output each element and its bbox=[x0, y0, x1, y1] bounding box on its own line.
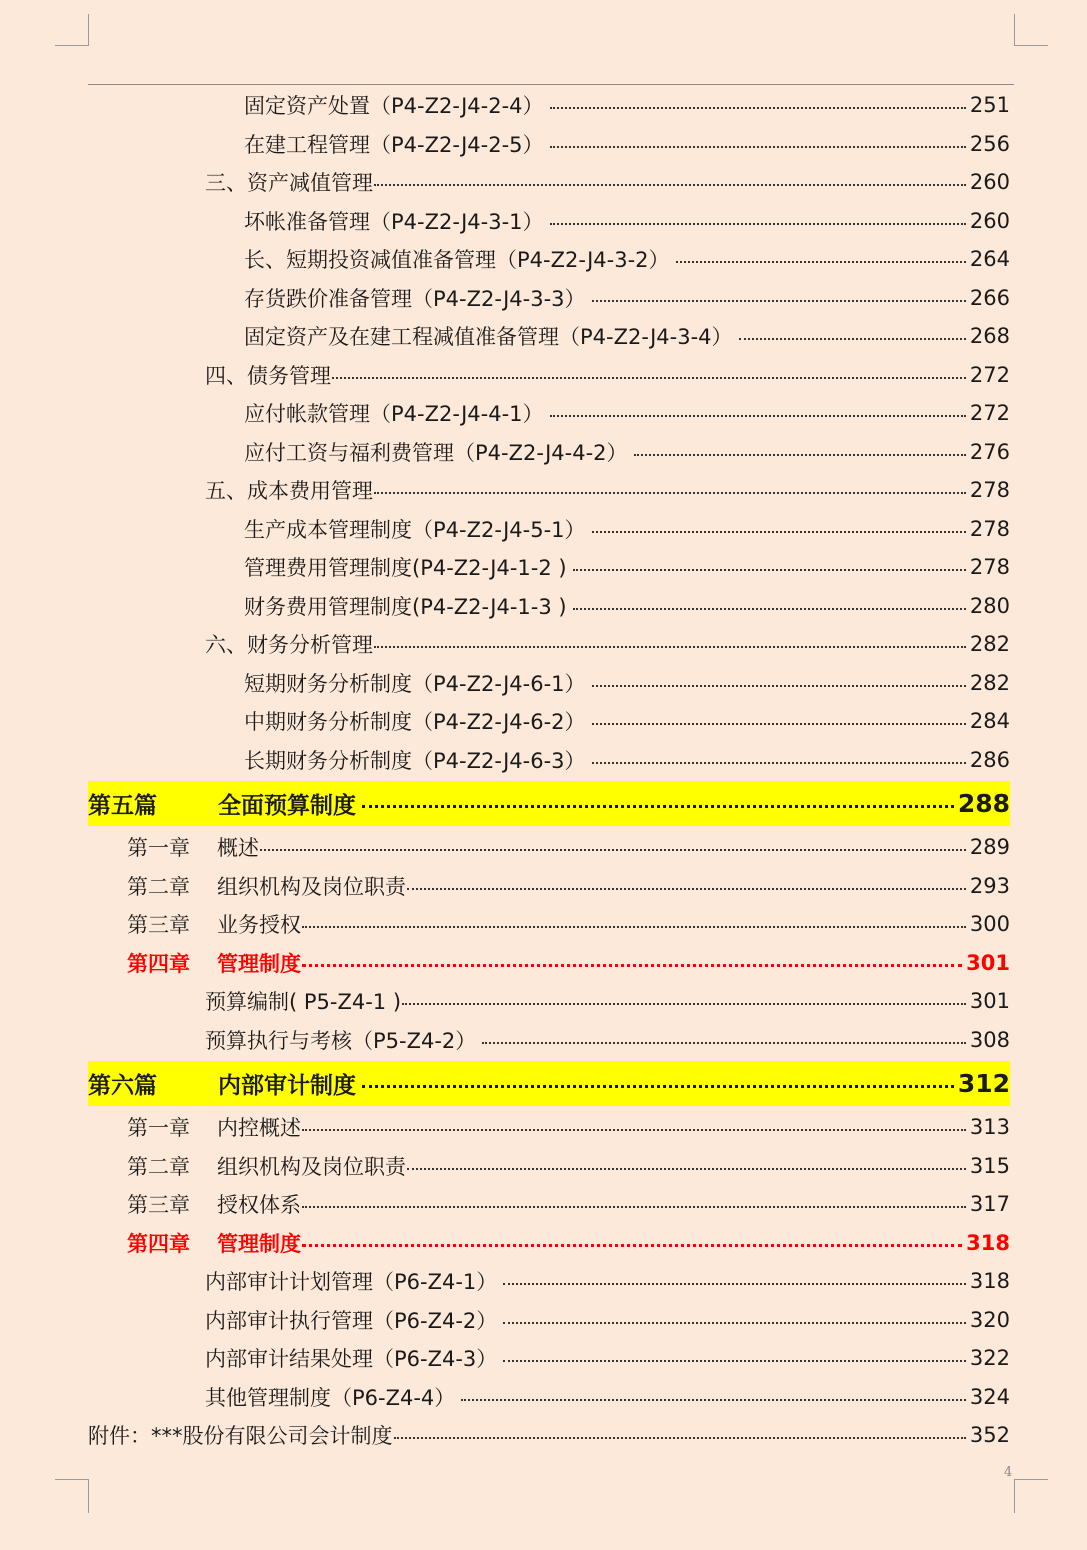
toc-appendix[interactable] bbox=[88, 1416, 1010, 1455]
dot-leader bbox=[550, 415, 966, 417]
toc-entry-title: 固定资产及在建工程减值准备管理（P4-Z2-J4-3-4） bbox=[244, 325, 733, 350]
toc-chapter-highlighted[interactable] bbox=[88, 944, 1010, 983]
crop-mark-top-right bbox=[1014, 14, 1048, 46]
dot-leader bbox=[550, 223, 966, 225]
dot-leader bbox=[362, 1085, 954, 1088]
toc-entry[interactable] bbox=[88, 510, 1010, 549]
toc-section[interactable] bbox=[88, 625, 1010, 664]
toc-chapter-page: 293 bbox=[969, 873, 1010, 898]
toc-appendix-title: 附件：***股份有限公司会计制度 bbox=[88, 1424, 393, 1449]
dot-leader bbox=[374, 646, 966, 648]
toc-chapter[interactable] bbox=[88, 1147, 1010, 1186]
toc-entry[interactable] bbox=[88, 1339, 1010, 1378]
toc-chapter-title: 业务授权 bbox=[217, 913, 301, 938]
dot-leader bbox=[374, 492, 966, 494]
toc-entry[interactable] bbox=[88, 548, 1010, 587]
toc-section[interactable] bbox=[88, 471, 1010, 510]
toc-chapter[interactable] bbox=[88, 1185, 1010, 1224]
toc-section-title: 债务管理 bbox=[247, 363, 331, 388]
dot-leader bbox=[592, 762, 966, 764]
toc-entry[interactable] bbox=[88, 125, 1010, 164]
toc-entry-page: 256 bbox=[969, 131, 1010, 156]
dot-leader bbox=[634, 454, 966, 456]
toc-chapter-page: 318 bbox=[966, 1230, 1010, 1255]
toc-entry-title: 存货跌价准备管理（P4-Z2-J4-3-3） bbox=[244, 286, 586, 311]
crop-mark-top-left bbox=[55, 14, 89, 46]
toc-entry-page: 278 bbox=[969, 516, 1010, 541]
toc-entry-page: 284 bbox=[969, 709, 1010, 734]
toc-entry-title: 长、短期投资减值准备管理（P4-Z2-J4-3-2） bbox=[244, 248, 670, 273]
toc-part-number: 第五篇 bbox=[88, 793, 157, 819]
toc-chapter-page: 315 bbox=[969, 1153, 1010, 1178]
toc-entry-page: 308 bbox=[969, 1027, 1010, 1052]
toc-section[interactable] bbox=[88, 163, 1010, 202]
dot-leader bbox=[550, 107, 966, 109]
dot-leader bbox=[573, 608, 966, 610]
toc-entry-page: 301 bbox=[969, 989, 1010, 1014]
toc-entry-page: 251 bbox=[969, 93, 1010, 118]
toc-section-page: 260 bbox=[969, 170, 1010, 195]
toc-entry[interactable] bbox=[88, 664, 1010, 703]
page-number: 4 bbox=[1004, 1465, 1013, 1480]
dot-leader bbox=[592, 685, 966, 687]
toc-entry[interactable] bbox=[88, 86, 1010, 125]
dot-leader bbox=[407, 1168, 966, 1170]
dot-leader bbox=[573, 569, 966, 571]
toc-entry-page: 264 bbox=[969, 247, 1010, 272]
toc-part-page: 288 bbox=[957, 789, 1010, 818]
toc-entry[interactable] bbox=[88, 741, 1010, 780]
toc-chapter-page: 317 bbox=[969, 1192, 1010, 1217]
toc-entry-title: 预算执行与考核（P5-Z4-2） bbox=[205, 1028, 477, 1053]
toc-chapter[interactable] bbox=[88, 905, 1010, 944]
dot-leader bbox=[302, 1206, 966, 1208]
dot-leader bbox=[374, 184, 966, 186]
toc-entry-page: 322 bbox=[969, 1346, 1010, 1371]
toc-chapter-title: 授权体系 bbox=[217, 1193, 301, 1218]
toc-section-page: 282 bbox=[969, 632, 1010, 657]
toc-entry-title: 生产成本管理制度（P4-Z2-J4-5-1） bbox=[244, 517, 586, 542]
toc-section-title: 成本费用管理 bbox=[247, 479, 373, 504]
toc-entry-title: 短期财务分析制度（P4-Z2-J4-6-1） bbox=[244, 671, 586, 696]
toc-chapter-number: 第四章 bbox=[127, 951, 190, 976]
dot-leader bbox=[402, 1003, 966, 1005]
dot-leader bbox=[739, 338, 966, 340]
dot-leader bbox=[503, 1360, 966, 1362]
toc-section-number: 六、 bbox=[205, 633, 247, 658]
toc-section-number: 四、 bbox=[205, 363, 247, 388]
toc-section-page: 272 bbox=[969, 362, 1010, 387]
toc-entry[interactable] bbox=[88, 982, 1010, 1021]
toc-entry-page: 272 bbox=[969, 401, 1010, 426]
toc-chapter-number: 第三章 bbox=[127, 913, 190, 938]
toc-part[interactable] bbox=[88, 781, 1010, 826]
toc-entry-page: 318 bbox=[969, 1269, 1010, 1294]
toc-entry-title: 内部审计执行管理（P6-Z4-2） bbox=[205, 1308, 498, 1333]
toc-part[interactable] bbox=[88, 1061, 1010, 1106]
toc-entry[interactable] bbox=[88, 1378, 1010, 1417]
toc-entry-title: 应付工资与福利费管理（P4-Z2-J4-4-2） bbox=[244, 440, 628, 465]
toc-entry-title: 内部审计计划管理（P6-Z4-1） bbox=[205, 1270, 498, 1295]
dot-leader bbox=[407, 888, 966, 890]
toc-chapter-number: 第三章 bbox=[127, 1193, 190, 1218]
toc-part-title: 全面预算制度 bbox=[218, 793, 356, 819]
toc-chapter-title: 概述 bbox=[217, 836, 259, 861]
toc-entry[interactable] bbox=[88, 1021, 1010, 1060]
toc-chapter-page: 301 bbox=[966, 950, 1010, 975]
toc-entry-page: 280 bbox=[969, 593, 1010, 618]
toc-section-page: 278 bbox=[969, 478, 1010, 503]
dot-leader bbox=[592, 531, 966, 533]
toc-entry-title: 长期财务分析制度（P4-Z2-J4-6-3） bbox=[244, 748, 586, 773]
toc-entry[interactable] bbox=[88, 394, 1010, 433]
toc-part-page: 312 bbox=[957, 1069, 1010, 1098]
toc-entry-title: 其他管理制度（P6-Z4-4） bbox=[205, 1385, 456, 1410]
toc-chapter-title: 管理制度 bbox=[217, 1231, 301, 1256]
toc-entry-title: 中期财务分析制度（P4-Z2-J4-6-2） bbox=[244, 710, 586, 735]
toc-chapter[interactable] bbox=[88, 1108, 1010, 1147]
toc-entry-title: 管理费用管理制度(P4-Z2-J4-1-2 ) bbox=[244, 556, 567, 581]
dot-leader bbox=[592, 300, 966, 302]
toc-chapter-number: 第一章 bbox=[127, 836, 190, 861]
toc-section-number: 三、 bbox=[205, 171, 247, 196]
toc-chapter-title: 组织机构及岗位职责 bbox=[217, 874, 406, 899]
toc-chapter[interactable] bbox=[88, 828, 1010, 867]
toc-entry[interactable] bbox=[88, 587, 1010, 626]
toc-entry[interactable] bbox=[88, 433, 1010, 472]
crop-mark-bottom-right bbox=[1014, 1479, 1048, 1513]
toc-chapter-number: 第一章 bbox=[127, 1116, 190, 1141]
toc-chapter-title: 内控概述 bbox=[217, 1116, 301, 1141]
toc-chapter-page: 300 bbox=[969, 912, 1010, 937]
toc-entry[interactable] bbox=[88, 1301, 1010, 1340]
toc-chapter-title: 管理制度 bbox=[217, 951, 301, 976]
toc-entry[interactable] bbox=[88, 202, 1010, 241]
dot-leader bbox=[482, 1042, 966, 1044]
toc-entry[interactable] bbox=[88, 317, 1010, 356]
toc-entry-title: 在建工程管理（P4-Z2-J4-2-5） bbox=[244, 132, 544, 157]
dot-leader bbox=[302, 926, 966, 928]
toc-chapter-number: 第二章 bbox=[127, 1154, 190, 1179]
dot-leader bbox=[394, 1437, 966, 1439]
toc-entry-page: 260 bbox=[969, 208, 1010, 233]
toc-entry[interactable] bbox=[88, 702, 1010, 741]
dot-leader bbox=[302, 1244, 962, 1247]
toc-entry-title: 预算编制( P5-Z4-1 ) bbox=[205, 990, 402, 1015]
toc-entry-page: 276 bbox=[969, 439, 1010, 464]
dot-leader bbox=[302, 964, 962, 967]
dot-leader bbox=[503, 1322, 966, 1324]
toc-section[interactable] bbox=[88, 356, 1010, 395]
toc-entry-page: 324 bbox=[969, 1384, 1010, 1409]
dot-leader bbox=[550, 146, 966, 148]
toc-section-title: 财务分析管理 bbox=[247, 633, 373, 658]
toc-entry-title: 固定资产处置（P4-Z2-J4-2-4） bbox=[244, 94, 544, 119]
toc-chapter-page: 313 bbox=[969, 1115, 1010, 1140]
toc-chapter-title: 组织机构及岗位职责 bbox=[217, 1154, 406, 1179]
dot-leader bbox=[302, 1129, 966, 1131]
toc-chapter-number: 第二章 bbox=[127, 874, 190, 899]
dot-leader bbox=[461, 1399, 966, 1401]
toc-entry-page: 278 bbox=[969, 555, 1010, 580]
toc-entry-title: 财务费用管理制度(P4-Z2-J4-1-3 ) bbox=[244, 594, 567, 619]
toc-entry-title: 应付帐款管理（P4-Z2-J4-4-1） bbox=[244, 402, 544, 427]
toc-entry[interactable] bbox=[88, 1262, 1010, 1301]
toc-section-number: 五、 bbox=[205, 479, 247, 504]
header-rule bbox=[88, 84, 1014, 85]
toc-part-number: 第六篇 bbox=[88, 1073, 157, 1099]
toc-entry[interactable] bbox=[88, 240, 1010, 279]
toc-entry-title: 坏帐准备管理（P4-Z2-J4-3-1） bbox=[244, 209, 544, 234]
toc-entry-page: 286 bbox=[969, 747, 1010, 772]
toc-entry-page: 320 bbox=[969, 1307, 1010, 1332]
toc-part-title: 内部审计制度 bbox=[218, 1073, 356, 1099]
toc-section-title: 资产减值管理 bbox=[247, 171, 373, 196]
toc-chapter-page: 289 bbox=[969, 835, 1010, 860]
toc-entry-page: 266 bbox=[969, 285, 1010, 310]
toc-chapter[interactable] bbox=[88, 867, 1010, 906]
dot-leader bbox=[332, 377, 966, 379]
dot-leader bbox=[362, 805, 954, 808]
crop-mark-bottom-left bbox=[55, 1479, 89, 1513]
dot-leader bbox=[676, 261, 966, 263]
table-of-contents bbox=[88, 86, 1010, 1455]
toc-entry-title: 内部审计结果处理（P6-Z4-3） bbox=[205, 1347, 498, 1372]
toc-entry-page: 268 bbox=[969, 324, 1010, 349]
toc-chapter-highlighted[interactable] bbox=[88, 1224, 1010, 1263]
toc-entry-page: 282 bbox=[969, 670, 1010, 695]
toc-chapter-number: 第四章 bbox=[127, 1231, 190, 1256]
toc-appendix-page: 352 bbox=[969, 1423, 1010, 1448]
dot-leader bbox=[592, 723, 966, 725]
toc-entry[interactable] bbox=[88, 279, 1010, 318]
dot-leader bbox=[503, 1283, 966, 1285]
dot-leader bbox=[260, 849, 966, 851]
